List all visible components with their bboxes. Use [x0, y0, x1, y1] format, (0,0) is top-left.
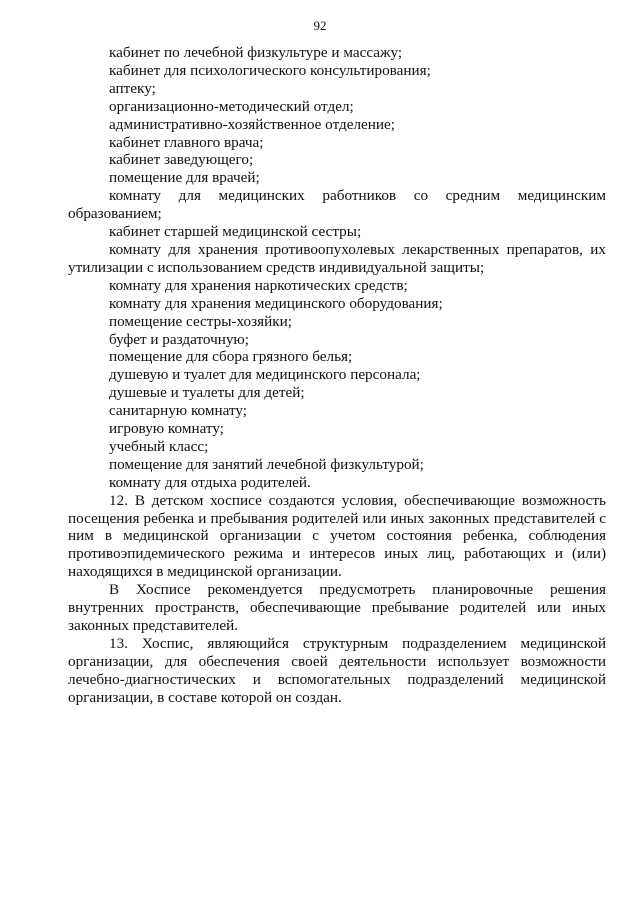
list-item: кабинет для психологического консультирования; [109, 61, 431, 79]
list-item: кабинет по лечебной физкультуре и массажу; [109, 44, 403, 61]
list-item: кабинет заведующего; [109, 151, 254, 169]
list-item: комнату для хранения противоопухолевых лекарственных препаратов, их утилизации с использованием средств индивидуальной защиты; [68, 240, 606, 276]
list-item: организационно-методический отдел; [109, 97, 354, 115]
list-item: душевые и туалеты для детей; [109, 384, 305, 402]
list-item: комнату для хранения медицинского оборудования; [109, 294, 443, 312]
list-item: кабинет главного врача; [109, 133, 264, 151]
document-body [68, 44, 606, 707]
page-number: 92 [313, 18, 327, 33]
list-item: помещение для сбора грязного белья; [109, 348, 353, 366]
list-item: комнату для хранения наркотических средств; [109, 276, 408, 294]
list-item: кабинет старшей медицинской сестры; [109, 223, 362, 241]
list-item: учебный класс; [109, 437, 209, 455]
list-item: комнату для медицинских работников со средним медицинским образованием; [68, 187, 606, 223]
paragraph-13: 13. Хоспис, являющийся структурным подразделением медицинской организации, для обеспечения своей деятельности использует возможности лечебно-диагностических и вспомогательных подразделений медицинской организации, в составе которой он создан. [68, 634, 606, 706]
list-item: комнату для отдыха родителей. [109, 473, 311, 491]
paragraph-hospice-planning: В Хосписе рекомендуется предусмотреть планировочные решения внутренних пространств, обеспечивающие пребывание родителей или иных законных представителей. [68, 581, 606, 634]
list-item: санитарную комнату; [109, 402, 247, 420]
list-item: помещение сестры-хозяйки; [109, 312, 292, 330]
list-item: игровую комнату; [109, 420, 224, 438]
list-item: душевую и туалет для медицинского персонала; [109, 366, 421, 384]
list-item: административно-хозяйственное отделение; [109, 115, 396, 133]
list-item: буфет и раздаточную; [109, 330, 250, 348]
list-item: аптеку; [109, 79, 156, 97]
paragraph-12: 12. В детском хосписе создаются условия, обеспечивающие возможность посещения ребенка и пребывания родителей или иных законных представителей с ним в медицинской организации с учетом состояния ребенка, соблюдения противоэпидемического режима и интересов иных лиц, работающих и (или) находящихся в медицинской организации. [68, 491, 606, 581]
list-item: помещение для занятий лечебной физкультурой; [109, 455, 424, 473]
room-list [68, 44, 606, 492]
list-item: помещение для врачей; [109, 169, 260, 187]
